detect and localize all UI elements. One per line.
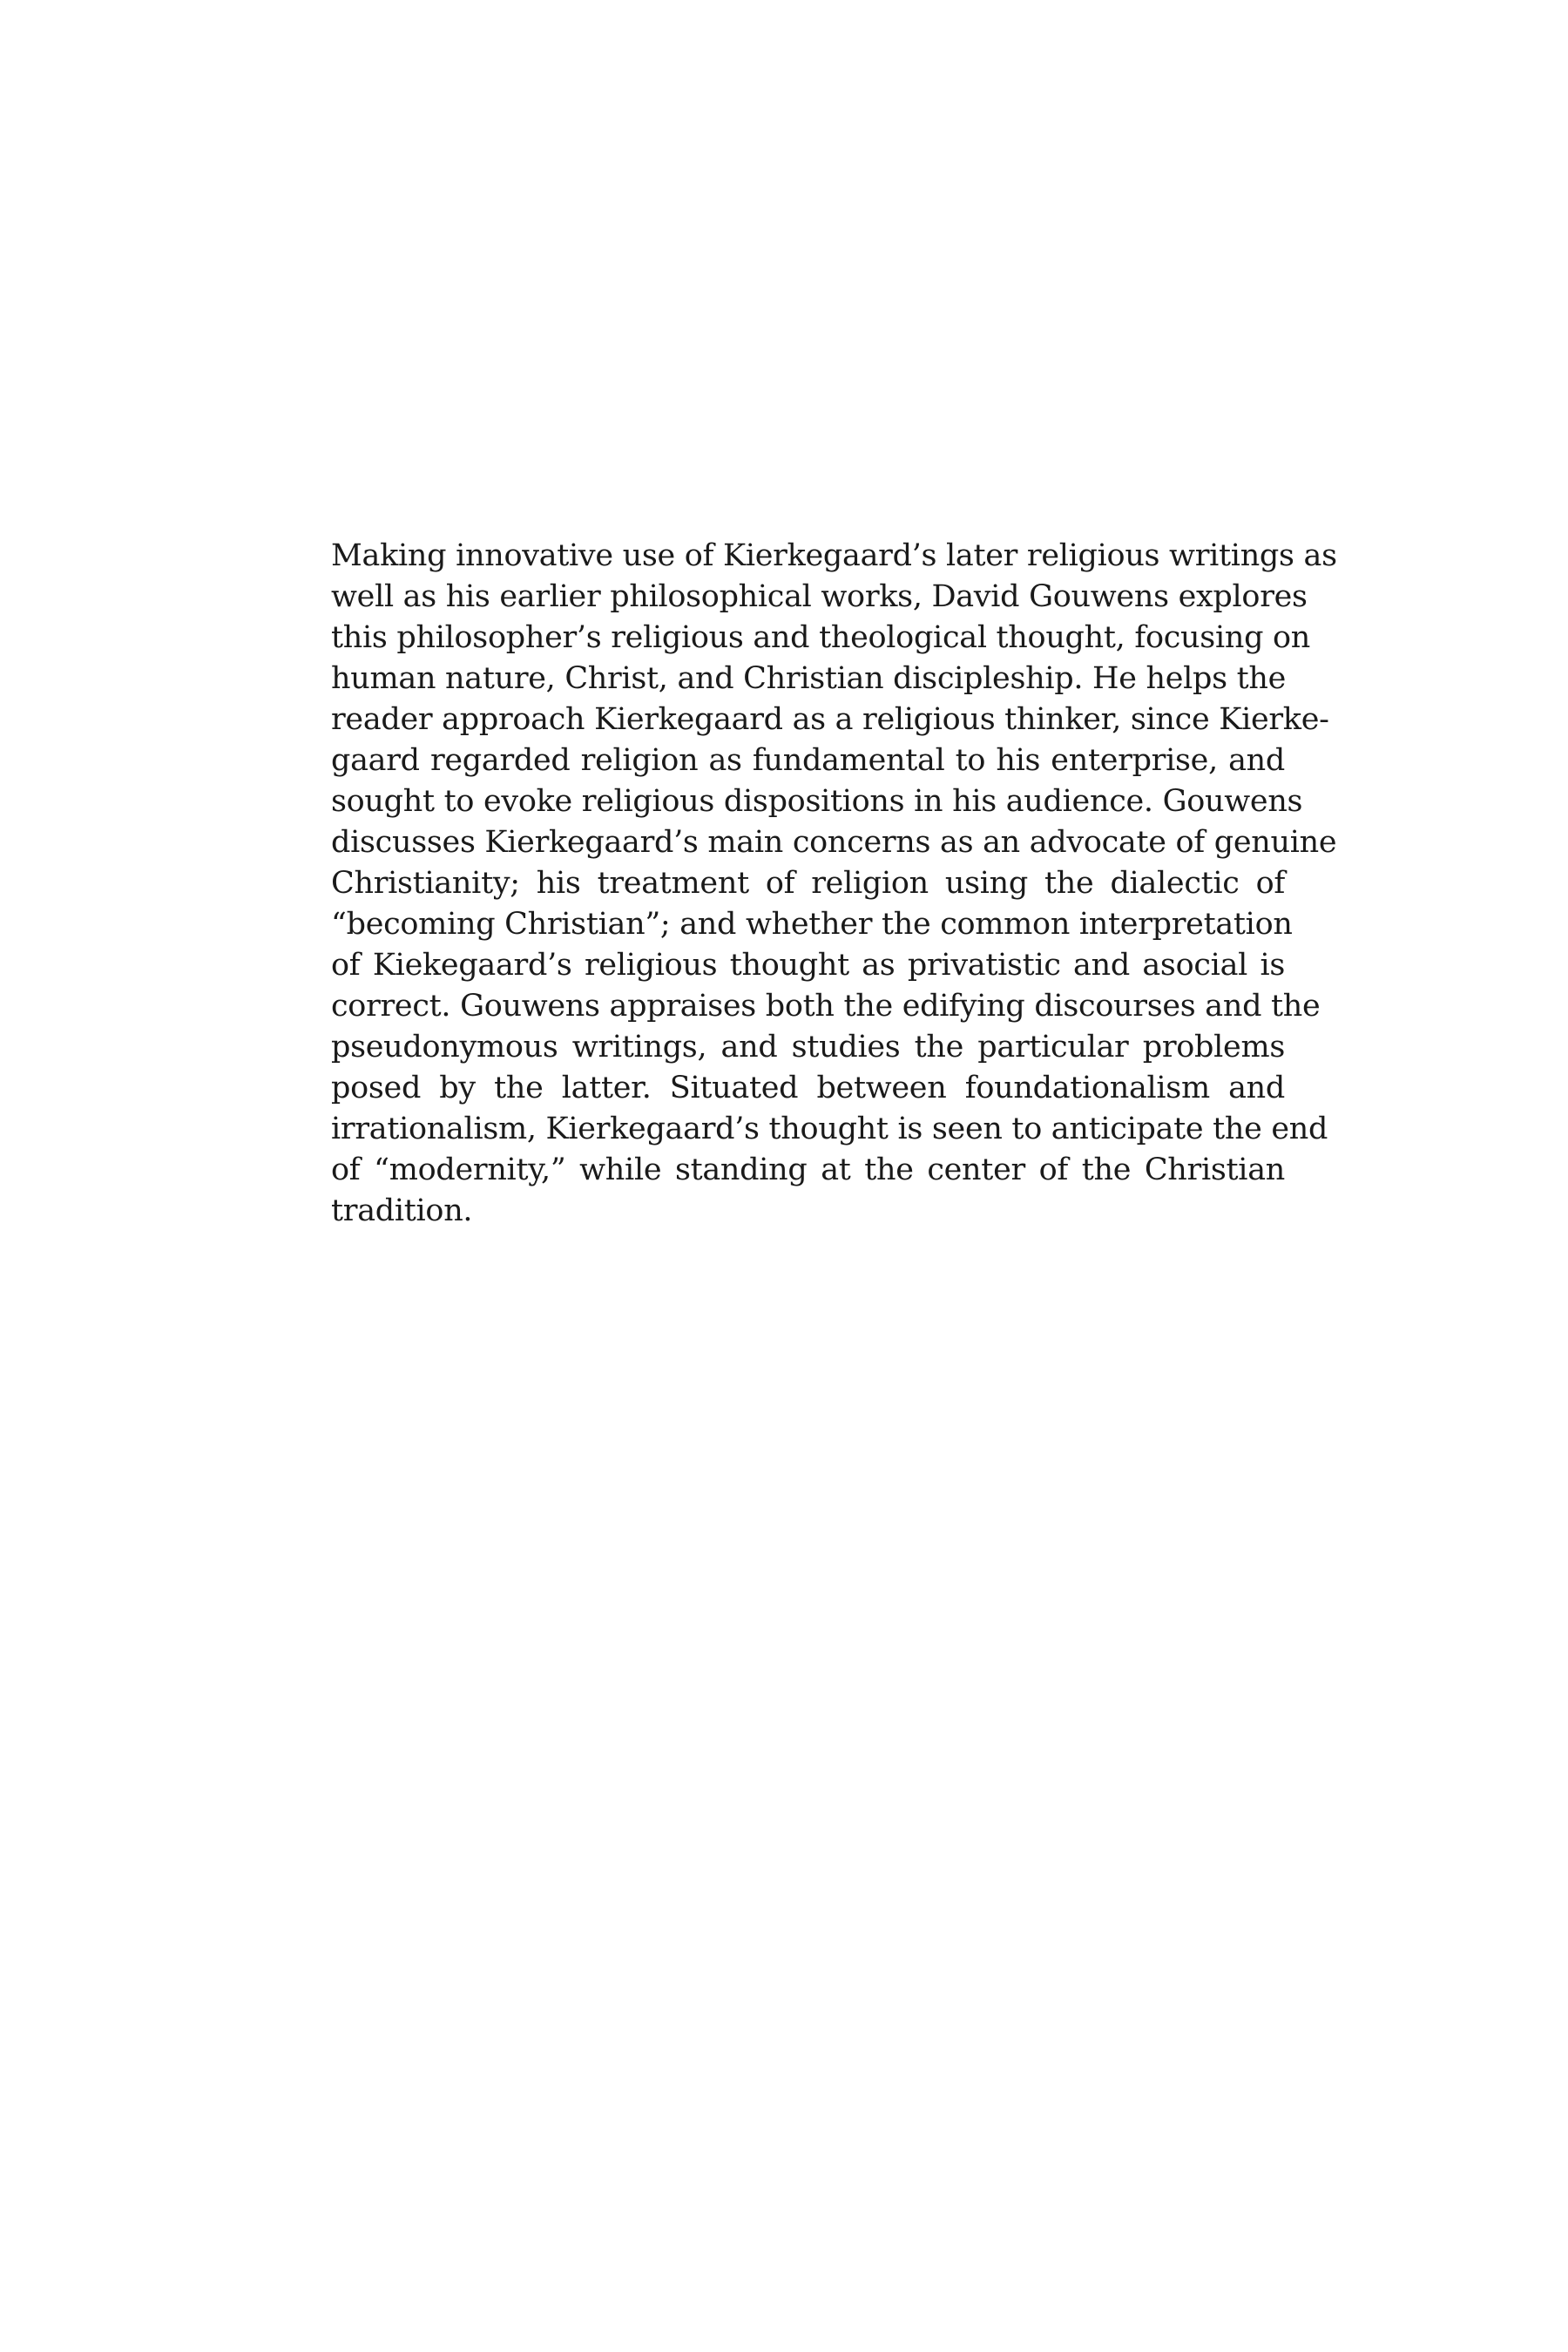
description-line: this philosopher’s religious and theological thought, focusing on bbox=[331, 620, 1311, 655]
description-line: human nature, Christ, and Christian discipleship. He helps the bbox=[331, 661, 1287, 696]
description-line: gaard regarded religion as fundamental to his enterprise, and bbox=[331, 743, 1285, 778]
description-line: of “modernity,” while standing at the center of the Christian bbox=[331, 1152, 1285, 1187]
description-line: reader approach Kierkegaard as a religious thinker, since Kierke- bbox=[331, 702, 1329, 737]
description-line: irrationalism, Kierkegaard’s thought is seen to anticipate the end bbox=[331, 1112, 1328, 1146]
description-line: well as his earlier philosophical works, David Gouwens explores bbox=[331, 579, 1308, 614]
description-line: pseudonymous writings, and studies the particular problems bbox=[331, 1030, 1285, 1064]
description-line: of Kiekegaard’s religious thought as privatistic and asocial is bbox=[331, 948, 1285, 983]
description-line: “becoming Christian”; and whether the common interpretation bbox=[331, 907, 1293, 942]
description-line: correct. Gouwens appraises both the edifying discourses and the bbox=[331, 989, 1321, 1024]
description-line: posed by the latter. Situated between foundationalism and bbox=[331, 1071, 1285, 1105]
description-line: Making innovative use of Kierkegaard’s later religious writings as bbox=[331, 538, 1337, 573]
description-line: Christianity; his treatment of religion using the dialectic of bbox=[331, 866, 1285, 901]
description-line: discusses Kierkegaard’s main concerns as an advocate of genuine bbox=[331, 825, 1337, 860]
book-description bbox=[331, 536, 1337, 1232]
description-line: tradition. bbox=[331, 1193, 473, 1228]
description-line: sought to evoke religious dispositions in his audience. Gouwens bbox=[331, 784, 1303, 819]
